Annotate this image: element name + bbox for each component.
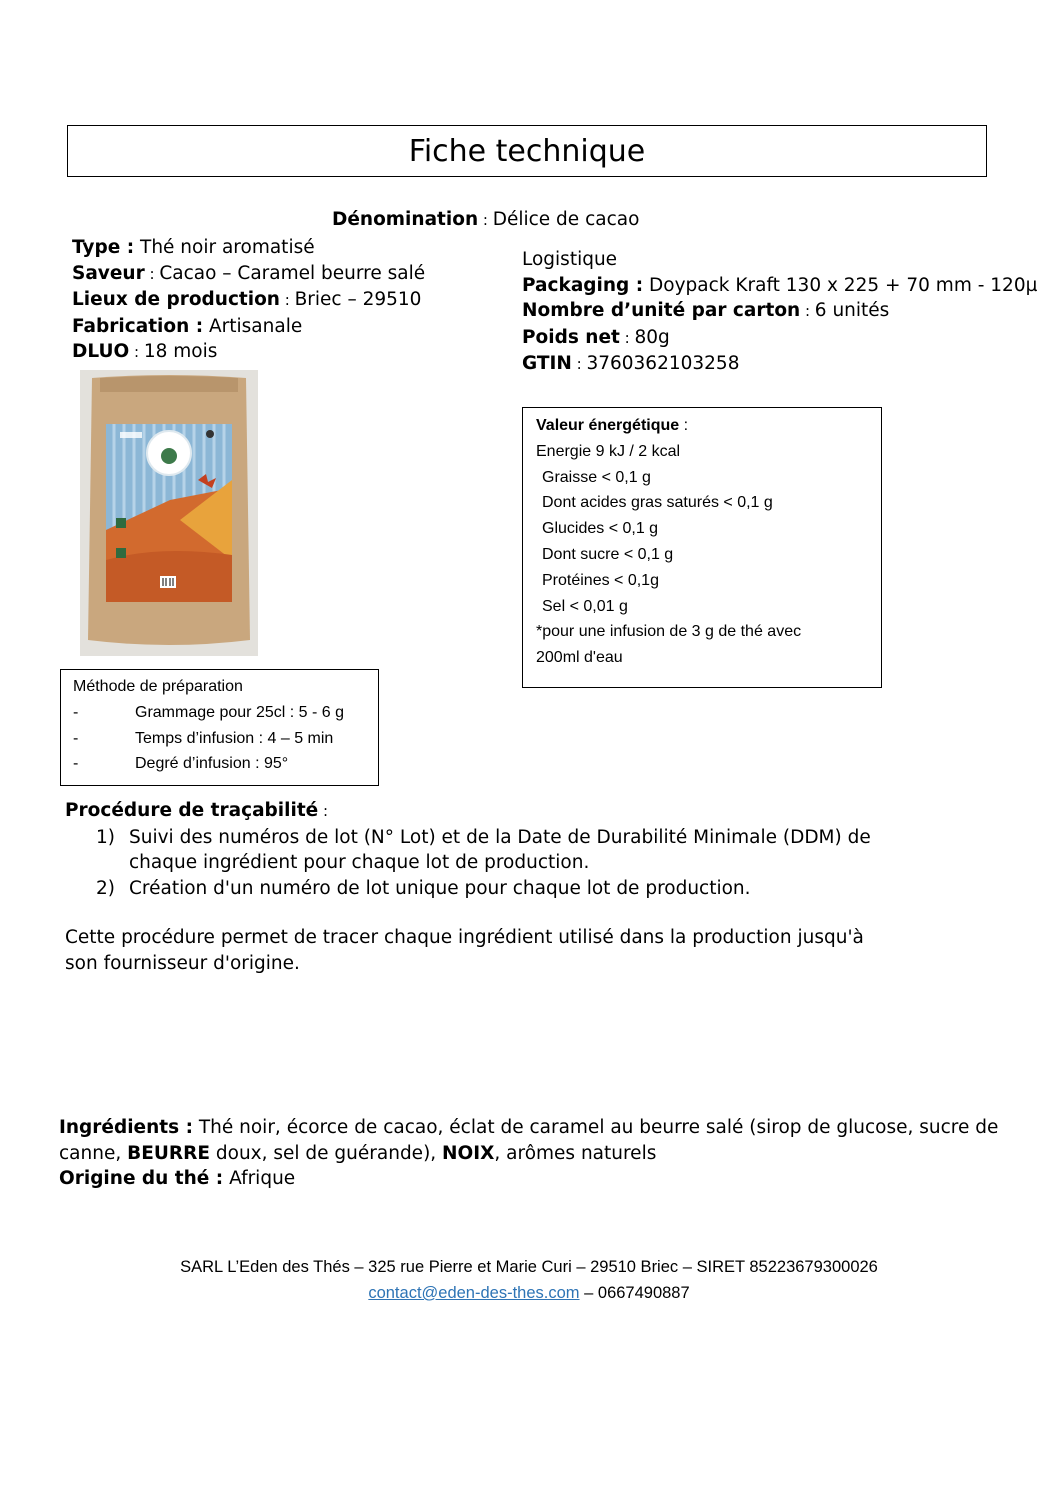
- package-illustration: [80, 370, 258, 656]
- energy-line: Glucides < 0,1 g: [542, 520, 659, 538]
- preparation-item: [73, 751, 378, 777]
- preparation-item: [73, 726, 378, 752]
- item-text: Suivi des numéros de lot (N° Lot) et de la Date de Durabilité Minimale (DDM) de: [129, 826, 871, 848]
- product-flavor-sep: :: [144, 264, 160, 283]
- energy-heading-row: [536, 413, 881, 439]
- weight-value: 80g: [634, 326, 670, 348]
- energy-heading: Valeur énergétique: [536, 417, 680, 434]
- ingredients: [59, 1115, 998, 1192]
- traceability-item: [65, 876, 871, 902]
- footer-contact: [0, 1281, 1058, 1307]
- traceability-item-continued: chaque ingrédient pour chaque lot de production.: [129, 852, 590, 874]
- energy-line: Sel < 0,01 g: [542, 597, 628, 615]
- footer-phone: 0667490887: [597, 1283, 690, 1302]
- energy-box: [522, 407, 882, 688]
- logistics: [522, 247, 1037, 378]
- preparation-text: Temps d’infusion : 4 – 5 min: [135, 729, 334, 747]
- ingredients-text: Thé noir, écorce de cacao, éclat de caramel au beurre salé (sirop de glucose, sucre de: [192, 1117, 999, 1138]
- traceability-heading: Procédure de traçabilité: [65, 800, 319, 821]
- footer-company: SARL L’Eden des Thés – 325 rue Pierre et Marie Curi – 29510 Briec – SIRET 85223679300026: [180, 1258, 878, 1276]
- traceability-heading-suffix: :: [318, 802, 329, 820]
- logistics-weight-row: [522, 325, 1037, 352]
- product-place-label: Lieux de production: [72, 289, 280, 311]
- product-flavor-label: Saveur: [72, 262, 145, 284]
- product-flavor-value: Cacao – Caramel beurre salé: [159, 262, 426, 284]
- energy-line: Dont sucre < 0,1 g: [542, 545, 674, 563]
- weight-sep: :: [619, 328, 635, 347]
- preparation-heading: Méthode de préparation: [73, 678, 243, 695]
- energy-line: Graisse < 0,1 g: [542, 468, 651, 486]
- energy-line: Dont acides gras saturés < 0,1 g: [542, 494, 773, 512]
- denomination: [332, 207, 639, 234]
- preparation-item: [73, 700, 378, 726]
- product-flavor-row: [72, 261, 425, 288]
- energy-heading-suffix: :: [679, 417, 689, 434]
- product-making-value: Artisanale: [209, 315, 303, 337]
- weight-label: Poids net: [522, 326, 620, 348]
- footer-sep: –: [579, 1283, 598, 1302]
- product-dluo-row: [72, 339, 425, 366]
- gtin-sep: :: [571, 355, 587, 374]
- product-dluo-label: DLUO: [72, 341, 130, 363]
- preparation-box: [60, 669, 379, 786]
- traceability-heading-row: [65, 798, 871, 825]
- ingredients-label: Ingrédients :: [59, 1117, 193, 1138]
- product-type-value: Thé noir aromatisé: [140, 237, 315, 258]
- dash: -: [73, 755, 79, 773]
- energy-line: Protéines < 0,1g: [542, 571, 659, 589]
- logistics-gtin-row: [522, 351, 1037, 378]
- units-label: Nombre d’unité par carton: [522, 300, 801, 322]
- ingredients-text: canne,: [59, 1142, 128, 1164]
- ingredients-text: doux, sel de guérande),: [210, 1142, 443, 1164]
- gtin-label: GTIN: [522, 353, 572, 375]
- gtin-value: 3760362103258: [586, 353, 740, 375]
- ingredients-line: [59, 1115, 998, 1141]
- logistics-units-row: [522, 298, 1037, 325]
- product-type-row: [72, 235, 425, 261]
- spacer: [65, 901, 871, 925]
- ingredients-text: , arômes naturels: [494, 1142, 657, 1164]
- allergen-nuts: NOIX: [442, 1142, 495, 1164]
- product-place-row: [72, 287, 425, 314]
- product-place-sep: :: [279, 291, 295, 310]
- product-type-label: Type :: [72, 237, 135, 258]
- traceability-item: [65, 825, 871, 851]
- item-number: 1): [96, 826, 115, 848]
- logistics-packaging-row: [522, 273, 1037, 299]
- dash: -: [73, 729, 79, 747]
- footer: [0, 1255, 1058, 1307]
- traceability: [65, 798, 871, 977]
- energy-note: *pour une infusion de 3 g de thé avec: [536, 623, 802, 641]
- denomination-value: Délice de cacao: [492, 209, 640, 230]
- title-box: [67, 125, 987, 177]
- page-title: Fiche technique: [408, 133, 646, 169]
- ingredients-line: [59, 1141, 998, 1167]
- energy-line: Energie 9 kJ / 2 kcal: [536, 442, 681, 460]
- origin-line: [59, 1166, 998, 1192]
- energy-note: 200ml d'eau: [536, 649, 623, 667]
- product-package-image: [80, 370, 258, 656]
- dash: -: [73, 703, 79, 721]
- product-making-label: Fabrication :: [72, 315, 204, 337]
- preparation-text: Degré d’infusion : 95°: [135, 755, 289, 773]
- denomination-label: Dénomination: [332, 209, 479, 230]
- allergen-butter: BEURRE: [127, 1142, 210, 1164]
- footer-email-link[interactable]: contact@eden-des-thes.com: [368, 1283, 580, 1302]
- traceability-paragraph: son fournisseur d'origine.: [65, 952, 300, 974]
- units-value: 6 unités: [814, 300, 890, 322]
- origin-label: Origine du thé :: [59, 1168, 224, 1190]
- origin-value: Afrique: [223, 1168, 296, 1190]
- logistics-heading: Logistique: [522, 249, 618, 270]
- units-sep: :: [800, 302, 815, 321]
- packaging-value: Doypack Kraft 130 x 225 + 70 mm - 120µ: [649, 274, 1038, 296]
- item-text: Création d'un numéro de lot unique pour chaque lot de production.: [129, 877, 751, 899]
- traceability-paragraph: Cette procédure permet de tracer chaque ingrédient utilisé dans la production jusqu'à: [65, 927, 864, 949]
- product-dluo-value: 18 mois: [143, 341, 218, 363]
- item-number: 2): [96, 877, 115, 899]
- product-place-value: Briec – 29510: [294, 289, 422, 311]
- preparation-text: Grammage pour 25cl : 5 - 6 g: [135, 703, 344, 721]
- product-dluo-sep: :: [129, 343, 144, 362]
- denomination-sep: :: [478, 211, 493, 229]
- product-info: [72, 235, 425, 366]
- product-making-row: [72, 314, 425, 340]
- packaging-label: Packaging :: [522, 274, 644, 296]
